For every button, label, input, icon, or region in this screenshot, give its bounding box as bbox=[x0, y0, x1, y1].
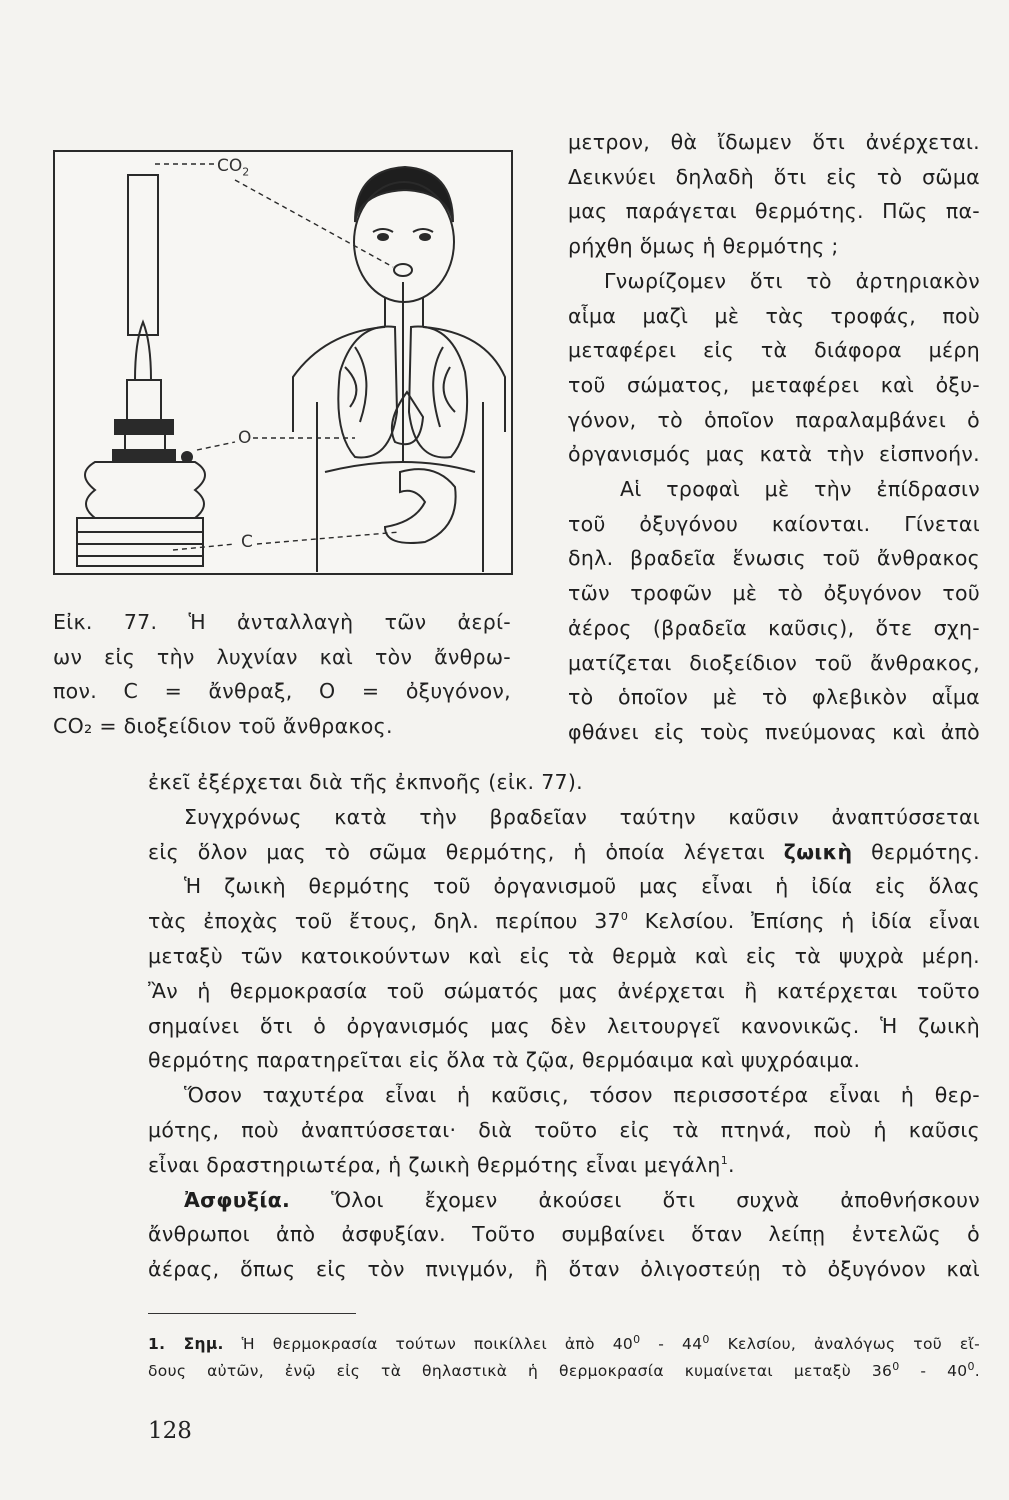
text-line: Συγχρόνως κατὰ τὴν βραδεῖαν ταύτην καῦσιν ἀναπτύσσεται bbox=[184, 804, 980, 829]
carbon-label: C bbox=[241, 532, 253, 552]
text-line: μετρον, θὰ ἴδωμεν ὅτι ἀνέρχεται. bbox=[568, 130, 980, 154]
oxygen-leader bbox=[197, 438, 355, 450]
footnote-divider bbox=[148, 1313, 356, 1314]
text-line: ρήχθη ὅμως ἡ θερμότης ; bbox=[568, 234, 839, 259]
text-line: μεταφέρει εἰς τὰ διάφορα μέρη bbox=[568, 338, 980, 363]
text-line: τῶν τροφῶν μὲ τὸ ὀξυγόνον τοῦ bbox=[568, 581, 980, 606]
caption-line: Εἰκ. 77. Ἡ ἀνταλλαγὴ τῶν ἀερί- bbox=[53, 610, 511, 634]
lamp-flame bbox=[135, 322, 151, 380]
text-line: μότης, ποὺ ἀναπτύσσεται· διὰ τοῦτο εἰς τὰ πτηνά, ποὺ ἡ καῦσις bbox=[148, 1117, 980, 1142]
co2-label: $CO_2$ bbox=[217, 156, 250, 179]
term-zoiki: ζωικὴ bbox=[783, 839, 853, 864]
lamp-burner bbox=[127, 380, 161, 420]
oxygen-label: O bbox=[238, 428, 252, 448]
figure-77 bbox=[53, 150, 513, 575]
text-line: Ἡ ζωικὴ θερμότης τοῦ ὀργανισμοῦ μας εἶναι ἡ ἰδία εἰς ὅλας bbox=[184, 874, 980, 899]
text-line: Ὅσον ταχυτέρα εἶναι ἡ καῦσις, τόσον περισσοτέρα εἶναι ἡ θερ- bbox=[184, 1083, 980, 1108]
text-line: φθάνει εἰς τοὺς πνεύμονας καὶ ἀπὸ bbox=[568, 719, 980, 744]
text-line: εἰς ὅλον μας τὸ σῶμα θερμότης, ἡ ὁποία λέγεται ζωικὴ θερμότης. bbox=[148, 839, 980, 864]
text-line: Ἂν ἡ θερμοκρασία τοῦ σώματός μας ἀνέρχεται ἢ κατέρχεται τοῦτο bbox=[148, 978, 980, 1003]
footnote-line: 1. Σημ. Ἡ θερμοκρασία τούτων ποικίλλει ἀπὸ $40^0 - 44^0$ Κελσίου, ἀναλόγως τοῦ εἴ- bbox=[148, 1332, 980, 1353]
text-line: γόνον, τὸ ὁποῖον παραλαμβάνει ὁ bbox=[568, 407, 980, 432]
full-width-text bbox=[148, 765, 980, 1287]
figure-caption bbox=[53, 605, 511, 744]
text-line: Δεικνύει δηλαδὴ ὅτι εἰς τὸ σῶμα bbox=[568, 164, 980, 189]
footnote bbox=[148, 1331, 980, 1385]
lamp-chimney bbox=[128, 175, 158, 335]
text-line: μας παράγεται θερμότης. Πῶς πα- bbox=[568, 199, 980, 224]
text-line: μεταξὺ τῶν κατοικούντων καὶ εἰς τὰ θερμὰ καὶ εἰς τὰ ψυχρὰ μέρη. bbox=[148, 943, 980, 968]
text-line: τοῦ σώματος, μεταφέρει καὶ ὀξυ- bbox=[568, 372, 980, 397]
text-line: σημαίνει ὅτι ὁ ὀργανισμός μας δὲν λειτουργεῖ κανονικῶς. Ἡ ζωικὴ bbox=[148, 1013, 980, 1038]
text-line: Ἀσφυξία. Ὅλοι ἔχομεν ἀκούσει ὅτι συχνὰ ἀποθνήσκουν bbox=[184, 1187, 980, 1212]
text-line: εἶναι δραστηριωτέρα, ἡ ζωικὴ θερμότης εἶναι μεγάλη$^1$. bbox=[148, 1152, 735, 1177]
person-hair bbox=[355, 167, 453, 222]
text-line: τὸ ὁποῖον μὲ τὸ φλεβικὸν αἷμα bbox=[568, 685, 980, 710]
caption-line: πον. C = ἄνθραξ, O = ὀξυγόνον, bbox=[53, 679, 511, 704]
text-line: τὰς ἐποχὰς τοῦ ἔτους, δηλ. περίπου $37^0$ Κελσίου. Ἐπίσης ἡ ἰδία εἶναι bbox=[148, 909, 980, 934]
footnote-line: δους αὐτῶν, ἐνῷ εἰς τὰ θηλαστικὰ ἡ θερμοκρασία κυμαίνεται μεταξὺ $36^0 - 40^0$. bbox=[148, 1359, 980, 1380]
carbon-leader bbox=[173, 532, 400, 550]
text-line: τοῦ ὀξυγόνου καίονται. Γίνεται bbox=[568, 511, 980, 536]
text-line: αἷμα μαζὶ μὲ τὰς τροφάς, ποὺ bbox=[568, 303, 980, 328]
caption-line: CO₂ = διοξείδιον τοῦ ἄνθρακος. bbox=[53, 714, 393, 739]
text-line: ἀέρας, ὅπως εἰς τὸν πνιγμόν, ἢ ὅταν ὀλιγοστεύῃ τὸ ὀξυγόνον καὶ bbox=[148, 1257, 980, 1282]
figure-illustration bbox=[55, 152, 515, 577]
section-heading-asphyxia: Ἀσφυξία. bbox=[184, 1187, 291, 1212]
oxygen-dot bbox=[182, 452, 192, 462]
caption-line: ων εἰς τὴν λυχνίαν καὶ τὸν ἄνθρω- bbox=[53, 644, 511, 669]
lamp-base bbox=[77, 518, 203, 566]
text-line: Αἱ τροφαὶ μὲ τὴν ἐπίδρασιν bbox=[620, 477, 980, 502]
lamp-body bbox=[85, 462, 205, 518]
text-line: ματίζεται διοξείδιον τοῦ ἄνθρακος, bbox=[568, 650, 980, 675]
text-line: Γνωρίζομεν ὅτι τὸ ἀρτηριακὸν bbox=[604, 268, 980, 293]
text-line: θερμότης παρατηρεῖται εἰς ὅλα τὰ ζῷα, θερμόαιμα καὶ ψυχρόαιμα. bbox=[148, 1048, 861, 1073]
lamp-collar bbox=[115, 420, 173, 434]
person-mouth bbox=[394, 264, 412, 276]
right-column-text bbox=[568, 125, 980, 750]
page-number: 128 bbox=[148, 1418, 192, 1444]
text-line: δηλ. βραδεῖα ἕνωσις τοῦ ἄνθρακος bbox=[568, 546, 980, 571]
text-line: ἐκεῖ ἐξέρχεται διὰ τῆς ἐκπνοῆς (εἰκ. 77). bbox=[148, 770, 583, 794]
text-line: ἄνθρωποι ἀπὸ ἀσφυξίαν. Τοῦτο συμβαίνει ὅταν λείπῃ ἐντελῶς ὁ bbox=[148, 1222, 980, 1247]
person-torso bbox=[293, 327, 505, 432]
text-line: ἀέρος (βραδεῖα καῦσις), ὅτε σχη- bbox=[568, 615, 980, 640]
text-line: ὀργανισμός μας κατὰ τὴν εἰσπνοήν. bbox=[568, 442, 980, 467]
